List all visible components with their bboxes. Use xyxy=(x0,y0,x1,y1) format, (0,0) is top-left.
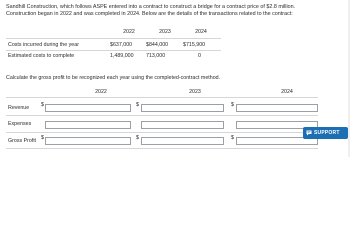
currency-symbol: $ xyxy=(231,102,234,108)
answer-table-divider xyxy=(6,148,318,149)
support-button[interactable] xyxy=(303,127,348,139)
gross-profit-2023-input[interactable] xyxy=(141,137,224,145)
currency-symbol: $ xyxy=(41,135,44,141)
cost-row-value: $637,000 xyxy=(110,42,133,48)
currency-symbol: $ xyxy=(41,102,44,108)
support-button-label: SUPPORT xyxy=(314,130,340,136)
estimate-row-value: 713,000 xyxy=(146,53,166,59)
estimate-row-value: 0 xyxy=(198,53,201,59)
question-text: Calculate the gross profit to be recognized each year using the completed-contract method. xyxy=(6,75,221,81)
currency-symbol: $ xyxy=(136,135,139,141)
gross-profit-label: Gross Profit xyxy=(8,138,36,144)
estimate-row-value: 1,489,000 xyxy=(110,53,134,59)
answer-table-divider xyxy=(6,97,318,98)
estimate-row-label: Estimated costs to complete xyxy=(8,53,75,59)
cost-row-value: $844,000 xyxy=(146,42,169,48)
answer-header-2024: 2024 xyxy=(281,89,293,95)
cost-table-divider xyxy=(6,38,221,39)
cost-row-label: Costs incurred during the year xyxy=(8,42,79,48)
intro-line-1: Sandhill Construction, which follows ASPE entered into a contract to construct a bridge for a contract price of $2.8 million. xyxy=(6,4,296,10)
currency-symbol: $ xyxy=(231,135,234,141)
currency-symbol: $ xyxy=(136,102,139,108)
problem-intro xyxy=(6,4,336,18)
chat-bubble-icon xyxy=(306,130,312,136)
answer-header-2023: 2023 xyxy=(189,89,201,95)
cost-header-2022: 2022 xyxy=(123,29,135,35)
revenue-2024-input[interactable] xyxy=(236,104,318,112)
cost-table-divider xyxy=(6,50,221,51)
gross-profit-2022-input[interactable] xyxy=(45,137,131,145)
expenses-label: Expenses xyxy=(8,121,32,127)
expenses-2022-input[interactable] xyxy=(45,121,131,129)
intro-line-2: Construction began in 2022 and was completed in 2024. Below are the details of the transactions related to the contract: xyxy=(6,11,293,17)
expenses-2023-input[interactable] xyxy=(141,121,224,129)
answer-table-divider xyxy=(6,115,318,116)
answer-header-2022: 2022 xyxy=(95,89,107,95)
cost-row-value: $715,900 xyxy=(183,42,206,48)
cost-header-2024: 2024 xyxy=(195,29,207,35)
revenue-2023-input[interactable] xyxy=(141,104,224,112)
revenue-label: Revenue xyxy=(8,105,30,111)
cost-header-2023: 2023 xyxy=(159,29,171,35)
answer-table-divider xyxy=(6,132,318,133)
revenue-2022-input[interactable] xyxy=(45,104,131,112)
